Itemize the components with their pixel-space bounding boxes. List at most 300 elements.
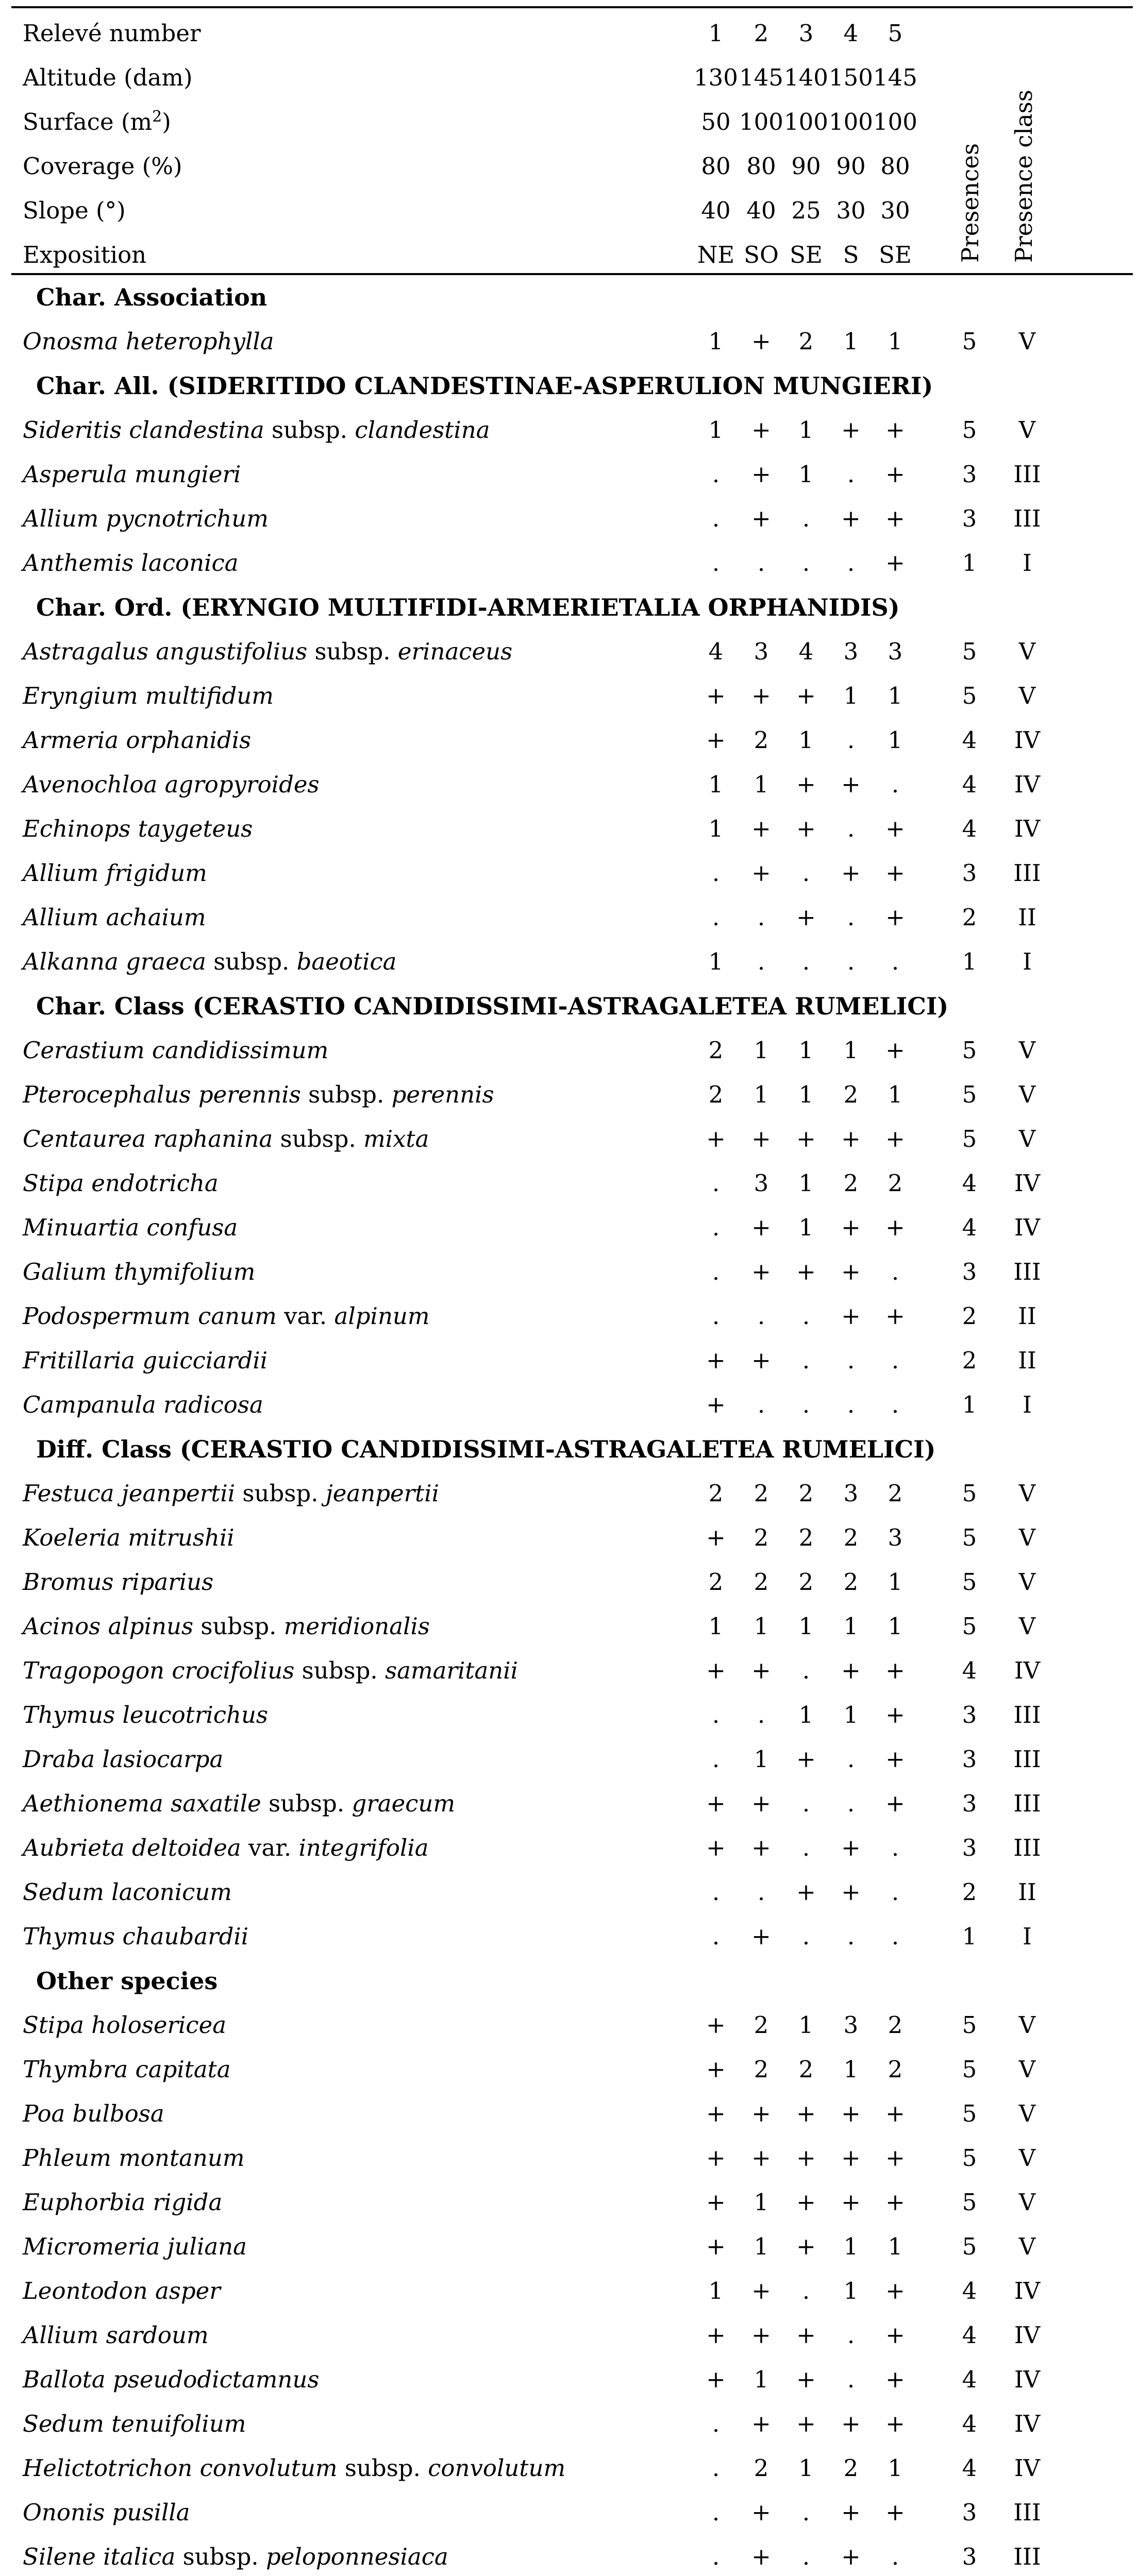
presence-class-value: I	[1023, 948, 1032, 975]
abundance-value: 2	[754, 2454, 769, 2482]
abundance-value: 2	[843, 1170, 859, 1197]
presences-value: 4	[962, 1657, 977, 1684]
taxon-name	[23, 1693, 268, 1737]
abundance-value: .	[802, 1923, 810, 1950]
abundance-value: 1	[798, 726, 814, 754]
section-title: Char. Class (CERASTIO CANDIDISSIMI-ASTRAGALETEA RUMELICI)	[36, 992, 949, 1020]
header-value: 80	[746, 152, 776, 180]
abundance-value: .	[847, 1790, 855, 1817]
abundance-value: 2	[843, 2454, 859, 2482]
abundance-value: +	[885, 2366, 905, 2393]
presence-class-value: IV	[1014, 2321, 1041, 2349]
taxon-infraspecific: jeanpertii	[325, 1480, 440, 1507]
taxon-name	[23, 497, 269, 541]
header-value: 100	[829, 108, 873, 135]
abundance-value: 1	[798, 1170, 814, 1197]
abundance-value: .	[847, 1745, 855, 1773]
table-row	[0, 718, 1138, 762]
abundance-value: .	[847, 461, 855, 488]
taxon-binomial: Avenochloa agropyroides	[23, 771, 320, 798]
taxon-name	[23, 1471, 439, 1516]
presence-class-value: I	[1023, 549, 1032, 577]
taxon-name	[23, 1117, 429, 1161]
abundance-value: 1	[708, 2277, 724, 2304]
abundance-value: 1	[888, 1613, 903, 1640]
abundance-value: 2	[708, 1568, 724, 1596]
abundance-value: .	[847, 726, 855, 754]
table-row	[0, 1737, 1138, 1782]
abundance-value: +	[706, 2056, 726, 2083]
presence-class-value: IV	[1014, 1214, 1041, 1241]
presence-class-value: III	[1013, 1790, 1041, 1817]
abundance-value: 1	[843, 1037, 859, 1064]
presences-value: 4	[962, 1170, 977, 1197]
header-label: Coverage (%)	[23, 152, 182, 180]
abundance-value: .	[757, 948, 765, 975]
table-row	[0, 895, 1138, 940]
taxon-name	[23, 895, 206, 940]
abundance-value: +	[885, 1745, 905, 1773]
taxon-name	[23, 1737, 223, 1782]
table-row	[0, 674, 1138, 718]
presence-class-value: II	[1018, 904, 1036, 931]
header-row	[0, 56, 1138, 100]
abundance-value: +	[841, 859, 861, 887]
abundance-value: 1	[888, 726, 903, 754]
abundance-value: +	[706, 1125, 726, 1153]
taxon-name	[23, 1516, 235, 1560]
table-row	[0, 497, 1138, 541]
header-value: 90	[836, 152, 866, 180]
taxon-binomial: Eryngium multifidum	[23, 682, 274, 709]
abundance-value: 2	[708, 1480, 724, 1507]
abundance-value: +	[885, 859, 905, 887]
presences-value: 5	[962, 682, 977, 709]
taxon-binomial: Tragopogon crocifolius	[23, 1657, 295, 1684]
section-title: Diff. Class (CERASTIO CANDIDISSIMI-ASTRAGALETEA RUMELICI)	[36, 1435, 936, 1463]
presences-value: 2	[962, 1302, 977, 1330]
abundance-value: +	[751, 1214, 771, 1241]
abundance-value: .	[712, 2499, 720, 2526]
abundance-value: +	[885, 1214, 905, 1241]
abundance-value: +	[796, 682, 816, 709]
abundance-value: 1	[843, 2233, 859, 2260]
abundance-value: 1	[888, 2233, 903, 2260]
abundance-value: +	[751, 416, 771, 444]
table-row	[0, 1516, 1138, 1560]
abundance-value: +	[751, 859, 771, 887]
abundance-value: +	[706, 2366, 726, 2393]
abundance-value: +	[751, 1657, 771, 1684]
abundance-value: +	[841, 2144, 861, 2172]
abundance-value: +	[751, 1258, 771, 1285]
abundance-value: +	[796, 2233, 816, 2260]
taxon-name	[23, 2446, 565, 2490]
abundance-value: +	[841, 2189, 861, 2216]
abundance-value: .	[712, 461, 720, 488]
abundance-value: +	[885, 2499, 905, 2526]
taxon-infraspecific: integrifolia	[298, 1834, 429, 1861]
abundance-value: +	[885, 505, 905, 532]
abundance-value: .	[802, 505, 810, 532]
presences-value: 4	[962, 815, 977, 842]
abundance-value: 3	[843, 1480, 859, 1507]
taxon-name	[23, 1560, 213, 1604]
abundance-value: +	[796, 2100, 816, 2127]
abundance-value: 1	[754, 2366, 769, 2393]
presences-value: 4	[962, 771, 977, 798]
abundance-value: 2	[798, 1524, 814, 1551]
abundance-value: 1	[708, 948, 724, 975]
abundance-value: +	[841, 1214, 861, 1241]
presence-class-value: V	[1018, 1480, 1036, 1507]
abundance-value: +	[885, 416, 905, 444]
abundance-value: +	[706, 2233, 726, 2260]
presences-value: 5	[962, 2100, 977, 2127]
abundance-value: +	[841, 2543, 861, 2570]
table-row	[0, 2313, 1138, 2358]
header-label: Altitude (dam)	[23, 64, 193, 91]
abundance-value: 2	[798, 2056, 814, 2083]
header-value: NE	[697, 241, 735, 268]
taxon-name	[23, 408, 490, 452]
abundance-value: +	[885, 1701, 905, 1728]
taxon-binomial: Armeria orphanidis	[23, 726, 252, 754]
taxon-rank: var.	[284, 1302, 327, 1330]
taxon-name	[23, 2490, 190, 2535]
taxon-binomial: Allium achaium	[23, 904, 206, 931]
taxon-binomial: Centaurea raphanina	[23, 1125, 273, 1153]
abundance-value: 1	[843, 1701, 859, 1728]
header-value: 130	[694, 64, 738, 91]
presences-value: 5	[962, 1125, 977, 1153]
presence-class-value: V	[1018, 1125, 1036, 1153]
abundance-value: .	[757, 549, 765, 577]
table-row	[0, 2402, 1138, 2446]
abundance-value: +	[751, 1347, 771, 1374]
presences-value: 3	[962, 1834, 977, 1861]
header-value: 30	[880, 197, 910, 224]
table-row	[0, 1870, 1138, 1914]
header-value: SE	[879, 241, 912, 268]
taxon-infraspecific: graecum	[352, 1790, 456, 1817]
presence-class-value: III	[1013, 1258, 1041, 1285]
presences-value: 3	[962, 859, 977, 887]
abundance-value: +	[751, 1790, 771, 1817]
taxon-name	[23, 1294, 430, 1338]
abundance-value: .	[847, 2366, 855, 2393]
taxon-infraspecific: baeotica	[296, 948, 397, 975]
presences-value: 5	[962, 2189, 977, 2216]
abundance-value: .	[802, 859, 810, 887]
table-row	[0, 2490, 1138, 2535]
presence-class-value: II	[1018, 1302, 1036, 1330]
header-label: Exposition	[23, 241, 147, 268]
taxon-infraspecific: clandestina	[355, 416, 490, 444]
abundance-value: +	[751, 2499, 771, 2526]
taxon-binomial: Thymbra capitata	[23, 2056, 231, 2083]
abundance-value: .	[757, 1701, 765, 1728]
presence-class-value: V	[1018, 416, 1036, 444]
abundance-value: +	[751, 2543, 771, 2570]
abundance-value: +	[751, 2321, 771, 2349]
header-value: 80	[701, 152, 731, 180]
abundance-value: 1	[888, 682, 903, 709]
presences-header: Presences	[957, 143, 984, 263]
presence-class-value: V	[1018, 1568, 1036, 1596]
abundance-value: 3	[888, 1524, 903, 1551]
taxon-binomial: Asperula mungieri	[23, 461, 241, 488]
taxon-name	[23, 1028, 328, 1073]
table-row	[0, 2180, 1138, 2225]
header-value: 90	[791, 152, 821, 180]
table-row	[0, 1604, 1138, 1649]
header-value: 100	[873, 108, 917, 135]
taxon-rank: subsp.	[344, 2454, 421, 2482]
taxon-infraspecific: erinaceus	[397, 638, 513, 665]
taxon-binomial: Pterocephalus perennis	[23, 1081, 301, 1108]
abundance-value: +	[751, 815, 771, 842]
header-label-end: )	[162, 108, 171, 135]
table-row	[0, 2269, 1138, 2313]
presences-value: 3	[962, 1745, 977, 1773]
header-value: 4	[843, 20, 859, 47]
header-label: Slope (°)	[23, 197, 126, 224]
taxon-binomial: Ballota pseudodictamnus	[23, 2366, 320, 2393]
abundance-value: +	[885, 2410, 905, 2437]
abundance-value: +	[796, 1258, 816, 1285]
taxon-name	[23, 2136, 245, 2180]
presence-class-value: V	[1018, 2100, 1036, 2127]
abundance-value: +	[751, 2277, 771, 2304]
abundance-value: +	[796, 904, 816, 931]
abundance-value: .	[712, 1302, 720, 1330]
header-value: 100	[739, 108, 783, 135]
abundance-value: +	[841, 2499, 861, 2526]
taxon-name	[23, 1649, 518, 1693]
taxon-rank: subsp.	[280, 1125, 356, 1153]
header-value: SE	[790, 241, 823, 268]
taxon-name	[23, 1914, 248, 1959]
abundance-value: .	[847, 2321, 855, 2349]
abundance-value: +	[885, 904, 905, 931]
abundance-value: +	[885, 2321, 905, 2349]
presences-value: 3	[962, 2543, 977, 2570]
table-row	[0, 1117, 1138, 1161]
taxon-name	[23, 630, 512, 674]
presences-value: 3	[962, 505, 977, 532]
abundance-value: 1	[754, 1613, 769, 1640]
table-row	[0, 851, 1138, 895]
taxon-name	[23, 1073, 494, 1117]
table-row	[0, 1073, 1138, 1117]
presence-class-value: III	[1013, 505, 1041, 532]
abundance-value: +	[751, 2144, 771, 2172]
taxon-binomial: Stipa holosericea	[23, 2011, 227, 2039]
abundance-value: .	[802, 1347, 810, 1374]
abundance-value: +	[706, 1391, 726, 1418]
table-row	[0, 2136, 1138, 2180]
presence-class-value: III	[1013, 1834, 1041, 1861]
header-label-main: Surface (m	[23, 108, 153, 135]
table-row	[0, 762, 1138, 807]
presences-value: 2	[962, 1347, 977, 1374]
abundance-value: 1	[798, 1037, 814, 1064]
presences-value: 5	[962, 2056, 977, 2083]
presences-value: 3	[962, 2499, 977, 2526]
taxon-infraspecific: perennis	[391, 1081, 494, 1108]
taxon-name	[23, 1604, 430, 1649]
table-row	[0, 1250, 1138, 1294]
abundance-value: .	[891, 1834, 899, 1861]
abundance-value: +	[885, 2144, 905, 2172]
taxon-binomial: Phleum montanum	[23, 2144, 245, 2172]
abundance-value: .	[712, 1214, 720, 1241]
taxon-binomial: Alkanna graeca	[23, 948, 206, 975]
abundance-value: 2	[888, 1170, 903, 1197]
presence-class-value: IV	[1014, 2410, 1041, 2437]
table-row	[0, 1826, 1138, 1870]
presence-class-value: IV	[1014, 815, 1041, 842]
abundance-value: +	[706, 2011, 726, 2039]
abundance-value: 1	[798, 1701, 814, 1728]
table-row	[0, 2003, 1138, 2047]
taxon-name	[23, 2047, 231, 2092]
presences-value: 5	[962, 638, 977, 665]
taxon-binomial: Euphorbia rigida	[23, 2189, 223, 2216]
table-row	[0, 408, 1138, 452]
abundance-value: +	[841, 1657, 861, 1684]
abundance-value: 1	[843, 328, 859, 355]
taxon-name	[23, 1338, 267, 1383]
presence-class-header: Presence class	[1010, 90, 1037, 263]
taxon-rank: subsp.	[182, 2543, 259, 2570]
taxon-name	[23, 851, 207, 895]
table-row	[0, 1338, 1138, 1383]
abundance-value: 2	[843, 1568, 859, 1596]
presence-class-value: V	[1018, 2056, 1036, 2083]
presences-value: 5	[962, 2144, 977, 2172]
taxon-binomial: Poa bulbosa	[23, 2100, 164, 2127]
abundance-value: +	[841, 2410, 861, 2437]
taxon-binomial: Galium thymifolium	[23, 1258, 256, 1285]
taxon-binomial: Bromus riparius	[23, 1568, 214, 1596]
abundance-value: +	[706, 1524, 726, 1551]
abundance-value: +	[885, 549, 905, 577]
presence-class-value: V	[1018, 2189, 1036, 2216]
taxon-binomial: Sedum tenuifolium	[23, 2410, 246, 2437]
abundance-value: +	[885, 1790, 905, 1817]
presences-value: 3	[962, 1258, 977, 1285]
taxon-binomial: Echinops taygeteus	[23, 815, 253, 842]
taxon-binomial: Sideritis clandestina	[23, 416, 264, 444]
abundance-value: 1	[754, 2233, 769, 2260]
abundance-value: +	[885, 1657, 905, 1684]
abundance-value: .	[802, 1302, 810, 1330]
abundance-value: 1	[708, 416, 724, 444]
abundance-value: .	[712, 549, 720, 577]
header-value: 5	[888, 20, 903, 47]
header-label: Relevé number	[23, 20, 201, 47]
header-value: 25	[791, 197, 821, 224]
abundance-value: 3	[843, 638, 859, 665]
taxon-name	[23, 674, 274, 718]
taxon-binomial: Minuartia confusa	[23, 1214, 238, 1241]
abundance-value: 1	[798, 1214, 814, 1241]
abundance-value: .	[712, 2454, 720, 2482]
presences-value: 3	[962, 461, 977, 488]
abundance-value: +	[796, 771, 816, 798]
presences-value: 4	[962, 2410, 977, 2437]
abundance-value: +	[796, 2144, 816, 2172]
abundance-value: 1	[754, 1037, 769, 1064]
table-row	[0, 940, 1138, 984]
abundance-value: +	[796, 815, 816, 842]
abundance-value: +	[751, 1923, 771, 1950]
abundance-value: .	[802, 1391, 810, 1418]
presences-value: 5	[962, 1613, 977, 1640]
taxon-name	[23, 2092, 164, 2136]
header-value: SO	[744, 241, 779, 268]
abundance-value: 2	[754, 1480, 769, 1507]
abundance-value: 1	[888, 328, 903, 355]
header-value: 145	[873, 64, 917, 91]
table-row	[0, 2535, 1138, 2576]
abundance-value: +	[751, 328, 771, 355]
taxon-rank: subsp.	[308, 1081, 384, 1108]
taxon-binomial: Anthemis laconica	[23, 549, 239, 577]
taxon-binomial: Helictotrichon convolutum	[23, 2454, 338, 2482]
presences-value: 1	[962, 549, 977, 577]
presences-value: 5	[962, 328, 977, 355]
abundance-value: +	[751, 2100, 771, 2127]
abundance-value: .	[757, 1391, 765, 1418]
header-value: 145	[739, 64, 783, 91]
table-row	[0, 1560, 1138, 1604]
taxon-name	[23, 541, 239, 585]
abundance-value: 1	[798, 1613, 814, 1640]
abundance-value: +	[751, 461, 771, 488]
presence-class-value: III	[1013, 1745, 1041, 1773]
header-row	[0, 11, 1138, 56]
presences-value: 3	[962, 1701, 977, 1728]
abundance-value: .	[712, 1701, 720, 1728]
section-title: Char. Ord. (ERYNGIO MULTIFIDI-ARMERIETALIA ORPHANIDIS)	[36, 594, 900, 621]
taxon-binomial: Koeleria mitrushii	[23, 1524, 235, 1551]
abundance-value: +	[706, 1790, 726, 1817]
presence-class-value: V	[1018, 2011, 1036, 2039]
table-row	[0, 541, 1138, 585]
abundance-value: 2	[798, 1568, 814, 1596]
presence-class-value: III	[1013, 859, 1041, 887]
taxon-binomial: Allium frigidum	[23, 859, 207, 887]
table-row	[0, 452, 1138, 497]
header-value: 2	[754, 20, 769, 47]
abundance-value: 3	[754, 1170, 769, 1197]
abundance-value: +	[706, 2100, 726, 2127]
taxon-binomial: Sedum laconicum	[23, 1878, 232, 1906]
table-row	[0, 319, 1138, 364]
abundance-value: .	[891, 1923, 899, 1950]
table-row	[0, 2446, 1138, 2490]
abundance-value: +	[885, 2189, 905, 2216]
taxon-binomial: Aubrieta deltoidea	[23, 1834, 241, 1861]
abundance-value: 1	[843, 2277, 859, 2304]
abundance-value: +	[706, 2144, 726, 2172]
header-value: 40	[746, 197, 776, 224]
abundance-value: +	[885, 815, 905, 842]
abundance-value: .	[847, 549, 855, 577]
